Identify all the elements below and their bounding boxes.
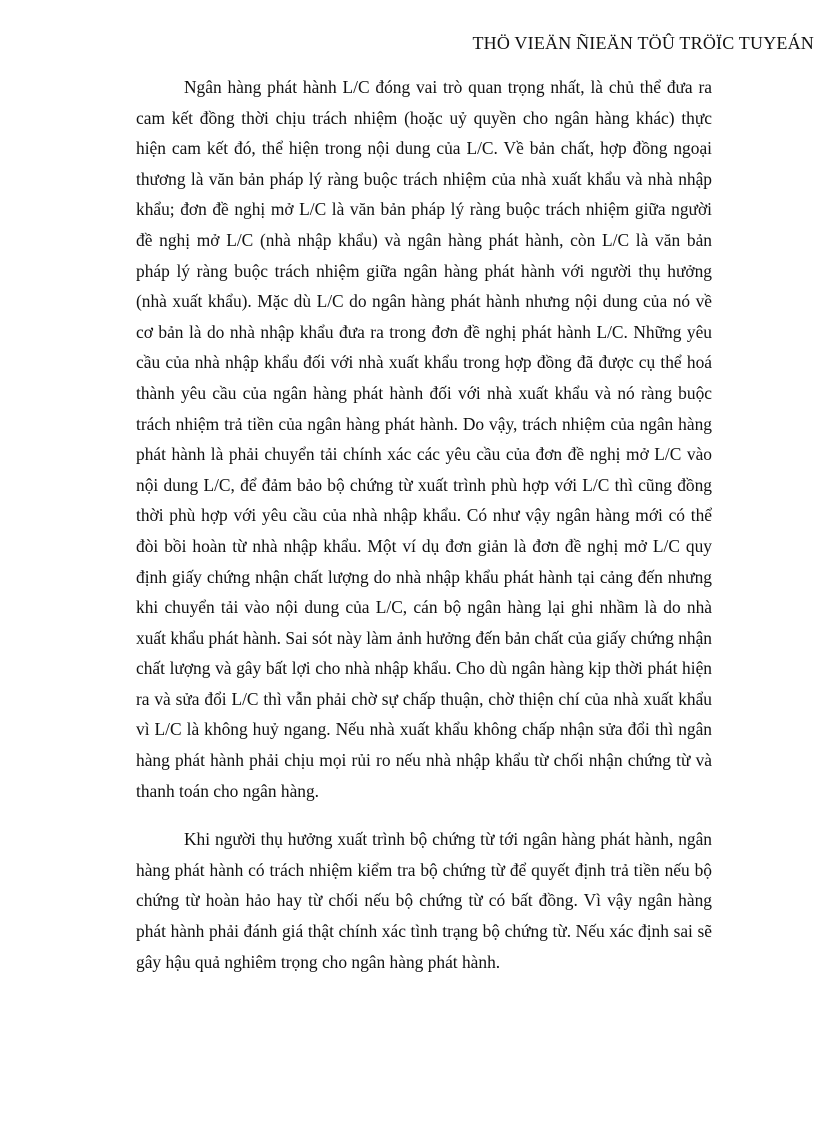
page-header-title: THÖ VIEÄN ÑIEÄN TÖÛ TRÖÏC TUYEÁN: [472, 33, 814, 53]
body-paragraph-1: Ngân hàng phát hành L/C đóng vai trò quan trọng nhất, là chủ thể đưa ra cam kết đồng thời chịu trách nhiệm (hoặc uỷ quyền cho ngân hàng khác) thực hiện cam kết đó, thể hiện trong nội dung của L/C. Về bản chất, hợp đồng ngoại thương là văn bản pháp lý ràng buộc trách nhiệm của nhà xuất khẩu và nhà nhập khẩu; đơn đề nghị mở L/C là văn bản pháp lý ràng buộc trách nhiệm giữa người đề nghị mở L/C (nhà nhập khẩu) và ngân hàng phát hành, còn L/C là văn bản pháp lý ràng buộc trách nhiệm giữa ngân hàng phát hành với người thụ hưởng (nhà xuất khẩu). Mặc dù L/C do ngân hàng phát hành nhưng nội dung của nó về cơ bản là do nhà nhập khẩu đưa ra trong đơn đề nghị phát hành L/C. Những yêu cầu của nhà nhập khẩu đối với nhà xuất khẩu trong hợp đồng đã được cụ thể hoá thành yêu cầu của ngân hàng phát hành đối với nhà xuất khẩu và nó ràng buộc trách nhiệm trả tiền của ngân hàng phát hành. Do vậy, trách nhiệm của ngân hàng phát hành là phải chuyển tải chính xác các yêu cầu của đơn đề nghị mở L/C vào nội dung L/C, để đảm bảo bộ chứng từ xuất trình phù hợp với L/C thì cũng đồng thời phù hợp với yêu cầu của nhà nhập khẩu. Có như vậy ngân hàng mới có thể đòi bồi hoàn từ nhà nhập khẩu. Một ví dụ đơn giản là đơn đề nghị mở L/C quy định giấy chứng nhận chất lượng do nhà nhập khẩu phát hành tại cảng đến nhưng khi chuyển tải vào nội dung của L/C, cán bộ ngân hàng lại ghi nhầm là do nhà xuất khẩu phát hành. Sai sót này làm ảnh hưởng đến bản chất của giấy chứng nhận chất lượng và gây bất lợi cho nhà nhập khẩu. Cho dù ngân hàng kịp thời phát hiện ra và sửa đổi L/C thì vẫn phải chờ sự chấp thuận, chờ thiện chí của nhà xuất khẩu vì L/C là không huỷ ngang. Nếu nhà xuất khẩu không chấp nhận sửa đổi thì ngân hàng phát hành phải chịu mọi rủi ro nếu nhà nhập khẩu từ chối nhận chứng từ và thanh toán cho ngân hàng.: [136, 77, 712, 801]
body-paragraph-2: Khi người thụ hưởng xuất trình bộ chứng từ tới ngân hàng phát hành, ngân hàng phát hành có trách nhiệm kiểm tra bộ chứng từ để quyết định trả tiền nếu bộ chứng từ hoàn hảo hay từ chối nếu bộ chứng từ có bất đồng. Vì vậy ngân hàng phát hành phải đánh giá thật chính xác tình trạng bộ chứng từ. Nếu xác định sai sẽ gây hậu quả nghiêm trọng cho ngân hàng phát hành.: [136, 829, 712, 972]
document-body: [136, 72, 712, 977]
